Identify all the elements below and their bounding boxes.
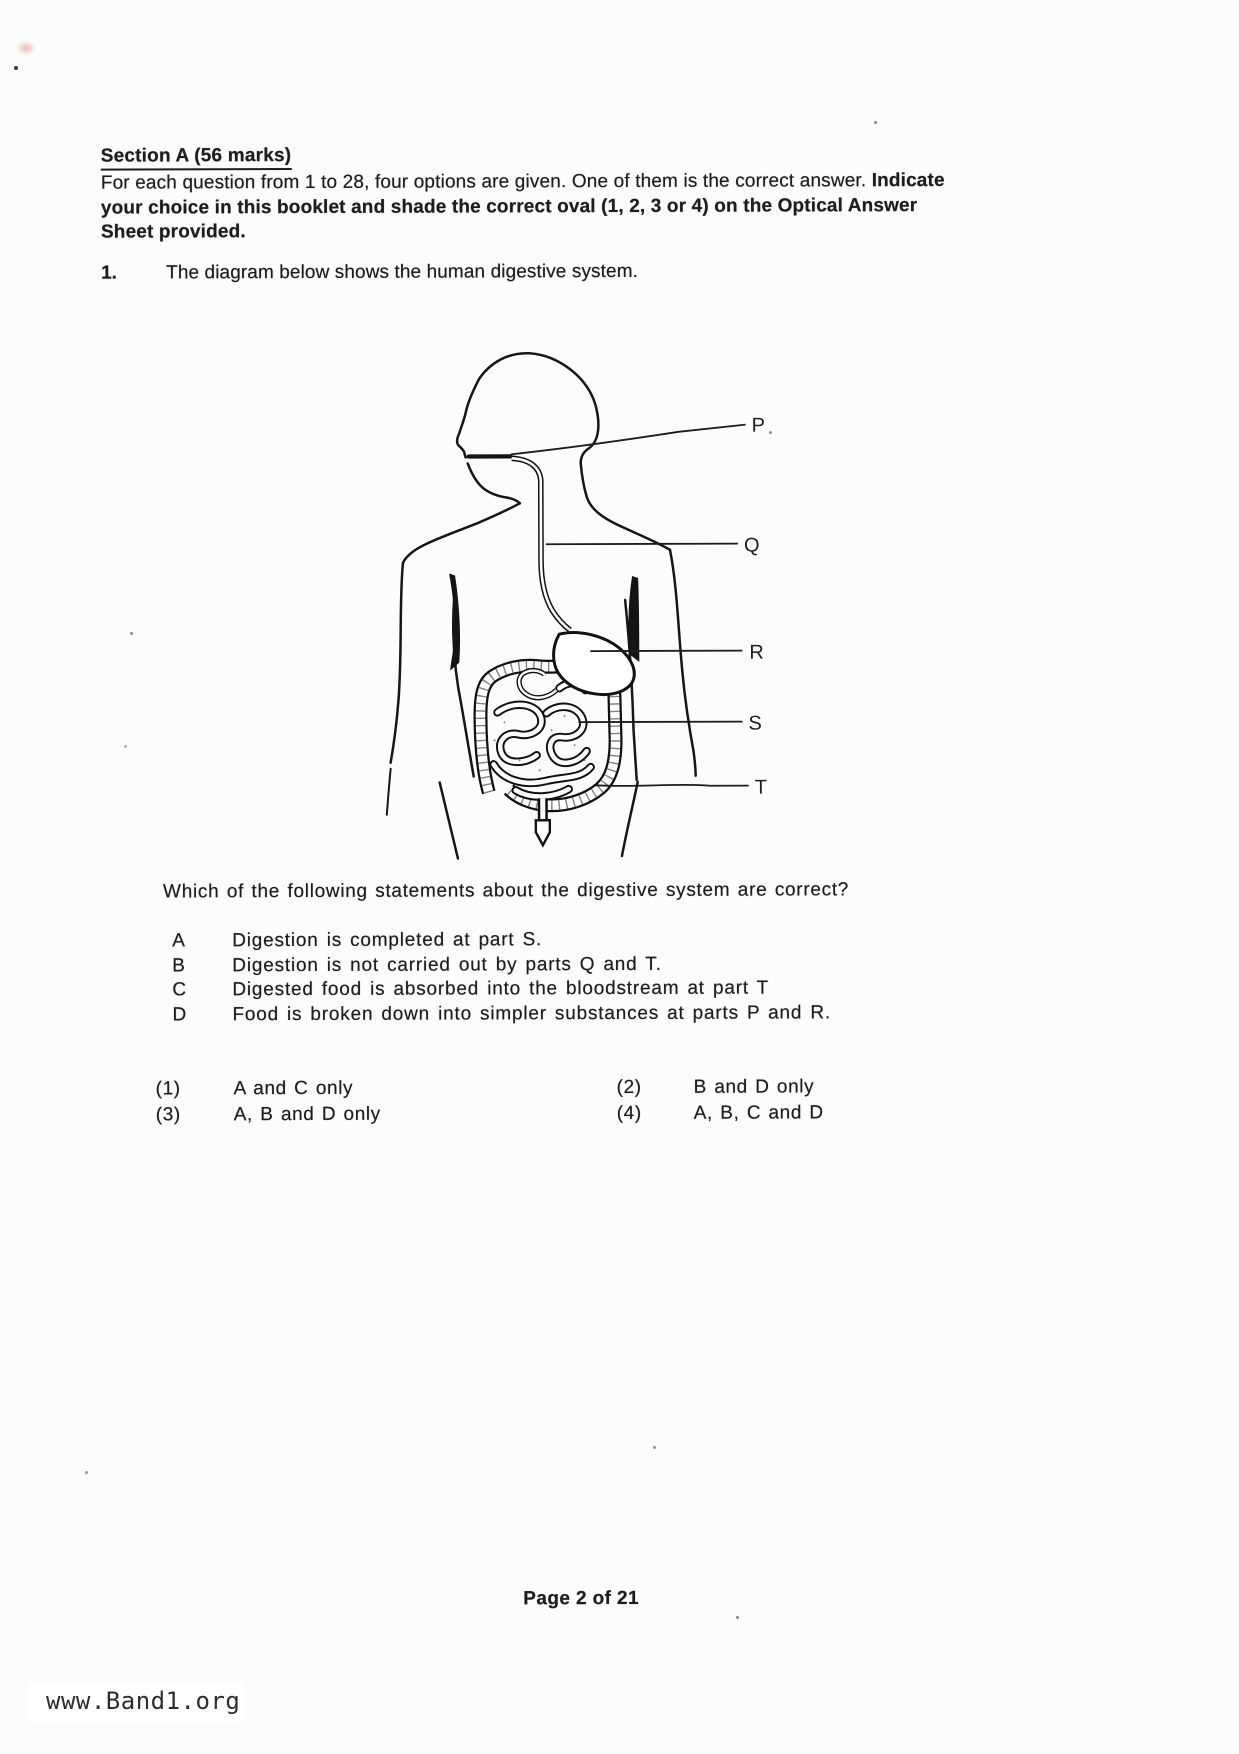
scan-speck <box>736 1616 739 1619</box>
option-text: A, B, C and D <box>693 1101 824 1124</box>
statement-text: Food is broken down into simpler substances at parts P and R. <box>232 1002 831 1026</box>
question-prompt: Which of the following statements about the digestive system are correct? <box>163 879 850 903</box>
scan-speck <box>130 632 133 635</box>
scan-speck <box>653 1446 656 1449</box>
section-title: Section A (56 marks) <box>101 145 292 171</box>
option-text: B and D only <box>693 1076 815 1098</box>
diagram-label-q: Q <box>743 534 760 557</box>
instructions-line-3: Sheet provided. <box>100 221 246 243</box>
question-number: 1. <box>101 262 117 284</box>
scan-speck <box>85 1471 88 1474</box>
section-instructions <box>101 169 945 245</box>
statement-text: Digested food is absorbed into the bloodstream at part T <box>232 977 770 1001</box>
scan-red-smudge <box>16 40 36 56</box>
statement-letter: C <box>172 979 187 1001</box>
answer-options <box>1 1075 1239 1130</box>
statement-row-d <box>0 1001 1239 1030</box>
small-intestine <box>493 683 590 797</box>
scan-speck <box>769 431 772 434</box>
instructions-line-1 <box>101 169 945 196</box>
diagram-label-s: S <box>748 712 762 735</box>
diagram-label-r: R <box>749 641 764 664</box>
instructions-line-1-bold: Indicate <box>871 169 945 192</box>
statement-letter: D <box>172 1004 187 1026</box>
option-label: (3) <box>155 1103 181 1125</box>
watermark-strip <box>28 1682 244 1722</box>
diagram-labels <box>744 415 767 799</box>
scan-speck <box>14 66 18 70</box>
option-label: (4) <box>616 1102 642 1124</box>
pointer-line-s <box>579 722 743 723</box>
scan-speck <box>874 121 877 124</box>
question-text: The diagram below shows the human digestive system. <box>166 260 639 284</box>
scan-speck <box>124 745 127 748</box>
diagram-label-p: P <box>751 414 765 437</box>
duodenum <box>519 670 556 697</box>
instructions-line-2: your choice in this booklet and shade the correct oval (1, 2, 3 or 4) on the Optical Answer <box>100 194 918 219</box>
diagram-label-t: T <box>754 776 767 799</box>
option-text: A and C only <box>233 1077 354 1100</box>
watermark-text: www.Band1.org <box>46 1687 241 1715</box>
option-row-1 <box>1 1075 1239 1104</box>
statement-text: Digestion is not carried out by parts Q and T. <box>232 953 662 976</box>
statement-text: Digestion is completed at part S. <box>232 929 543 952</box>
statement-letter: A <box>172 930 186 952</box>
option-label: (1) <box>155 1078 181 1100</box>
option-text: A, B and D only <box>233 1103 381 1125</box>
instructions-line-1-normal: For each question from 1 to 28, four options are given. One of them is the correct answer. <box>100 170 872 194</box>
digestive-system-diagram <box>338 314 790 870</box>
option-row-2 <box>1 1101 1239 1130</box>
pointer-line-t <box>594 785 749 786</box>
pointer-line-p <box>511 425 746 455</box>
option-label: (2) <box>616 1076 642 1099</box>
statements-list <box>0 927 1239 1030</box>
statement-letter: B <box>172 955 186 977</box>
page-indicator: Page 2 of 21 <box>523 1587 639 1610</box>
pointer-line-q <box>546 544 738 545</box>
